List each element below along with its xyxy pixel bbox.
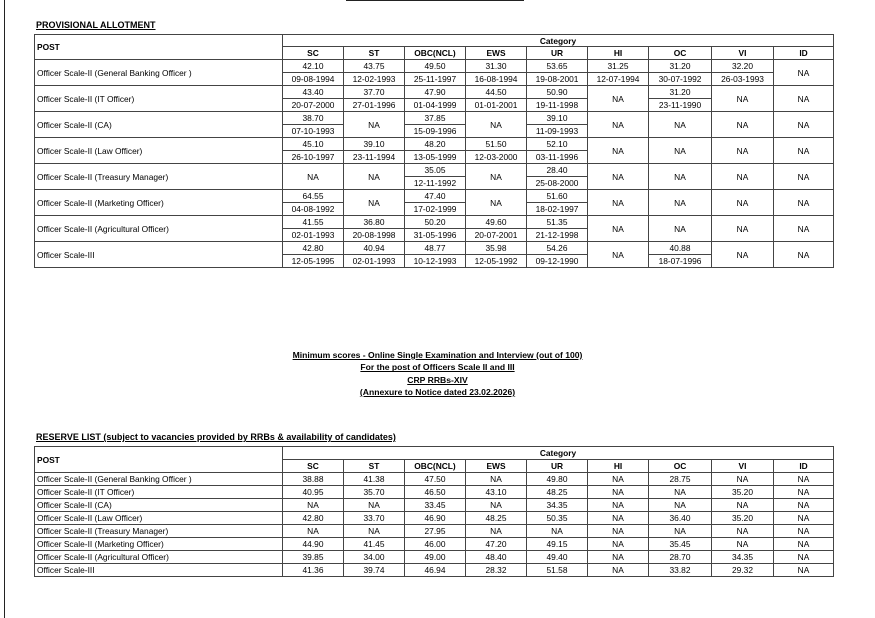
notice-line-4: (Annexure to Notice dated 23.02.2026) — [359, 387, 516, 398]
date-cell: 12-05-1995 — [283, 255, 344, 268]
date-cell: 26-10-1997 — [283, 151, 344, 164]
column-header-hi: HI — [588, 47, 649, 60]
page-left-border — [4, 0, 5, 618]
date-cell: 12-05-1992 — [466, 255, 527, 268]
column-header-st: ST — [344, 460, 405, 473]
score-cell: 40.94 — [344, 242, 405, 255]
score-cell: 32.20 — [712, 60, 774, 73]
score-cell: NA — [466, 164, 527, 190]
score-cell: 40.95 — [283, 486, 344, 499]
score-cell: 39.85 — [283, 551, 344, 564]
score-cell: NA — [774, 538, 834, 551]
date-cell: 11-09-1993 — [527, 125, 588, 138]
score-cell: NA — [712, 190, 774, 216]
score-cell: 46.00 — [405, 538, 466, 551]
score-cell: 54.26 — [527, 242, 588, 255]
score-cell: NA — [588, 564, 649, 577]
score-cell: NA — [649, 190, 712, 216]
table-row — [35, 564, 834, 577]
score-cell: 42.10 — [283, 60, 344, 73]
score-cell: NA — [344, 190, 405, 216]
post-name-cell: Officer Scale-II (IT Officer) — [35, 486, 283, 499]
date-cell: 12-11-1992 — [405, 177, 466, 190]
score-cell: 48.25 — [527, 486, 588, 499]
score-cell: NA — [649, 486, 712, 499]
score-cell: 28.75 — [649, 473, 712, 486]
date-cell: 25-08-2000 — [527, 177, 588, 190]
score-cell: NA — [774, 473, 834, 486]
score-cell: 33.45 — [405, 499, 466, 512]
score-cell: NA — [712, 216, 774, 242]
score-cell: 31.20 — [649, 86, 712, 99]
table-row — [35, 242, 834, 255]
score-cell: 34.35 — [712, 551, 774, 564]
top-header-rule — [346, 0, 524, 1]
score-cell: NA — [774, 242, 834, 268]
score-cell: NA — [588, 216, 649, 242]
score-cell: 41.38 — [344, 473, 405, 486]
post-name-cell: Officer Scale-II (Agricultural Officer) — [35, 551, 283, 564]
score-cell: 38.70 — [283, 112, 344, 125]
score-cell: NA — [712, 538, 774, 551]
score-cell: 64.55 — [283, 190, 344, 203]
score-cell: 35.05 — [405, 164, 466, 177]
score-cell: NA — [344, 164, 405, 190]
date-cell: 13-05-1999 — [405, 151, 466, 164]
score-cell: NA — [649, 525, 712, 538]
score-cell: 43.10 — [466, 486, 527, 499]
column-header-ur: UR — [527, 460, 588, 473]
date-cell: 19-08-2001 — [527, 73, 588, 86]
score-cell: 44.50 — [466, 86, 527, 99]
date-cell: 19-11-1998 — [527, 99, 588, 112]
table-row — [35, 216, 834, 229]
score-cell: 36.80 — [344, 216, 405, 229]
score-cell: 37.85 — [405, 112, 466, 125]
score-cell: 35.20 — [712, 486, 774, 499]
score-cell: NA — [527, 525, 588, 538]
score-cell: 28.40 — [527, 164, 588, 177]
column-header-sc: SC — [283, 460, 344, 473]
score-cell: NA — [588, 242, 649, 268]
table-row — [35, 164, 834, 177]
score-cell: NA — [283, 164, 344, 190]
date-cell: 18-02-1997 — [527, 203, 588, 216]
column-header-ur: UR — [527, 47, 588, 60]
score-cell: 29.32 — [712, 564, 774, 577]
score-cell: 43.75 — [344, 60, 405, 73]
score-cell: 37.70 — [344, 86, 405, 99]
score-cell: NA — [774, 164, 834, 190]
score-cell: NA — [588, 525, 649, 538]
score-cell: NA — [712, 138, 774, 164]
score-cell: 47.40 — [405, 190, 466, 203]
column-header-oc: OC — [649, 460, 712, 473]
score-cell: NA — [588, 138, 649, 164]
table-row — [35, 138, 834, 151]
score-cell: 42.80 — [283, 512, 344, 525]
notice-line-2: For the post of Officers Scale II and III — [360, 362, 515, 373]
score-cell: 47.90 — [405, 86, 466, 99]
score-cell: NA — [712, 525, 774, 538]
score-cell: 47.50 — [405, 473, 466, 486]
score-cell: 31.30 — [466, 60, 527, 73]
score-cell: NA — [774, 551, 834, 564]
score-cell: NA — [649, 112, 712, 138]
date-cell: 09-08-1994 — [283, 73, 344, 86]
score-cell: 34.00 — [344, 551, 405, 564]
score-cell: 49.40 — [527, 551, 588, 564]
score-cell: 28.32 — [466, 564, 527, 577]
table-row — [35, 60, 834, 73]
score-cell: 27.95 — [405, 525, 466, 538]
notice-line-3: CRP RRBs-XIV — [407, 374, 468, 385]
score-cell: NA — [774, 86, 834, 112]
score-cell: NA — [344, 525, 405, 538]
post-name-cell: Officer Scale-II (General Banking Officer ) — [35, 60, 283, 86]
notice-line-1: Minimum scores - Online Single Examination and Interview (out of 100) — [292, 350, 583, 360]
post-column-header: POST — [35, 35, 283, 60]
table-row — [35, 190, 834, 203]
date-cell: 17-02-1999 — [405, 203, 466, 216]
provisional-allotment-table — [34, 34, 834, 268]
table-row — [35, 486, 834, 499]
score-cell: NA — [774, 138, 834, 164]
post-name-cell: Officer Scale-II (Treasury Manager) — [35, 164, 283, 190]
score-cell: 51.35 — [527, 216, 588, 229]
score-cell: 50.20 — [405, 216, 466, 229]
date-cell: 02-01-1993 — [344, 255, 405, 268]
score-cell: 49.60 — [466, 216, 527, 229]
date-cell: 18-07-1996 — [649, 255, 712, 268]
score-cell: NA — [588, 473, 649, 486]
score-cell: NA — [774, 486, 834, 499]
score-cell: 53.65 — [527, 60, 588, 73]
score-cell: NA — [774, 499, 834, 512]
table-row — [35, 525, 834, 538]
score-cell: NA — [466, 190, 527, 216]
score-cell: 35.20 — [712, 512, 774, 525]
score-cell: NA — [588, 86, 649, 112]
score-cell: 41.55 — [283, 216, 344, 229]
date-cell: 27-01-1996 — [344, 99, 405, 112]
column-header-ews: EWS — [466, 460, 527, 473]
score-cell: NA — [712, 86, 774, 112]
score-cell: 46.90 — [405, 512, 466, 525]
date-cell: 12-03-2000 — [466, 151, 527, 164]
score-cell: 35.70 — [344, 486, 405, 499]
score-cell: 34.35 — [527, 499, 588, 512]
score-cell: NA — [344, 112, 405, 138]
score-cell: NA — [466, 525, 527, 538]
score-cell: 38.88 — [283, 473, 344, 486]
score-cell: NA — [649, 499, 712, 512]
date-cell: 30-07-1992 — [649, 73, 712, 86]
post-name-cell: Officer Scale-II (Marketing Officer) — [35, 538, 283, 551]
notice-title-block — [0, 349, 875, 399]
date-cell: 10-12-1993 — [405, 255, 466, 268]
score-cell: 44.90 — [283, 538, 344, 551]
score-cell: 40.88 — [649, 242, 712, 255]
post-name-cell: Officer Scale-III — [35, 564, 283, 577]
score-cell: 51.58 — [527, 564, 588, 577]
score-cell: 48.25 — [466, 512, 527, 525]
score-cell: NA — [588, 512, 649, 525]
column-header-oc: OC — [649, 47, 712, 60]
score-cell: 43.40 — [283, 86, 344, 99]
date-cell: 01-04-1999 — [405, 99, 466, 112]
score-cell: NA — [649, 138, 712, 164]
score-cell: NA — [712, 473, 774, 486]
date-cell: 25-11-1997 — [405, 73, 466, 86]
reserve-list-table — [34, 446, 834, 577]
score-cell: 48.40 — [466, 551, 527, 564]
score-cell: NA — [774, 525, 834, 538]
table-row — [35, 499, 834, 512]
post-name-cell: Officer Scale-II (Law Officer) — [35, 512, 283, 525]
score-cell: NA — [712, 242, 774, 268]
score-cell: NA — [588, 112, 649, 138]
score-cell: 49.15 — [527, 538, 588, 551]
date-cell: 16-08-1994 — [466, 73, 527, 86]
post-name-cell: Officer Scale-II (CA) — [35, 499, 283, 512]
score-cell: 50.35 — [527, 512, 588, 525]
post-name-cell: Officer Scale-II (Treasury Manager) — [35, 525, 283, 538]
date-cell: 02-01-1993 — [283, 229, 344, 242]
date-cell: 23-11-1990 — [649, 99, 712, 112]
score-cell: NA — [466, 112, 527, 138]
table-row — [35, 538, 834, 551]
column-header-vi: VI — [712, 460, 774, 473]
score-cell: 49.00 — [405, 551, 466, 564]
score-cell: NA — [283, 499, 344, 512]
date-cell: 09-12-1990 — [527, 255, 588, 268]
date-cell: 20-08-1998 — [344, 229, 405, 242]
column-header-ews: EWS — [466, 47, 527, 60]
score-cell: NA — [588, 486, 649, 499]
score-cell: 51.50 — [466, 138, 527, 151]
score-cell: NA — [649, 216, 712, 242]
table-row — [35, 112, 834, 125]
column-header-id: ID — [774, 47, 834, 60]
score-cell: NA — [588, 499, 649, 512]
reserve-list-heading: RESERVE LIST (subject to vacancies provided by RRBs & availability of candidates) — [36, 432, 396, 442]
score-cell: NA — [774, 216, 834, 242]
date-cell: 20-07-2000 — [283, 99, 344, 112]
score-cell: NA — [774, 190, 834, 216]
post-name-cell: Officer Scale-III — [35, 242, 283, 268]
score-cell: NA — [774, 60, 834, 86]
score-cell: NA — [466, 499, 527, 512]
score-cell: NA — [283, 525, 344, 538]
post-name-cell: Officer Scale-II (Law Officer) — [35, 138, 283, 164]
score-cell: NA — [712, 112, 774, 138]
column-header-id: ID — [774, 460, 834, 473]
score-cell: NA — [588, 551, 649, 564]
score-cell: NA — [774, 564, 834, 577]
date-cell: 21-12-1998 — [527, 229, 588, 242]
date-cell: 20-07-2001 — [466, 229, 527, 242]
score-cell: NA — [774, 112, 834, 138]
column-header-obcncl: OBC(NCL) — [405, 47, 466, 60]
post-column-header: POST — [35, 447, 283, 473]
score-cell: 42.80 — [283, 242, 344, 255]
table-row — [35, 86, 834, 99]
score-cell: NA — [712, 499, 774, 512]
score-cell: 46.94 — [405, 564, 466, 577]
score-cell: 31.25 — [588, 60, 649, 73]
date-cell: 03-11-1996 — [527, 151, 588, 164]
provisional-allotment-heading: PROVISIONAL ALLOTMENT — [36, 20, 156, 30]
post-name-cell: Officer Scale-II (General Banking Officer ) — [35, 473, 283, 486]
score-cell: 35.45 — [649, 538, 712, 551]
score-cell: 50.90 — [527, 86, 588, 99]
date-cell: 04-08-1992 — [283, 203, 344, 216]
score-cell: 46.50 — [405, 486, 466, 499]
score-cell: 33.82 — [649, 564, 712, 577]
score-cell: NA — [466, 473, 527, 486]
score-cell: 31.20 — [649, 60, 712, 73]
category-header: Category — [283, 447, 834, 460]
column-header-obcncl: OBC(NCL) — [405, 460, 466, 473]
score-cell: 47.20 — [466, 538, 527, 551]
score-cell: NA — [712, 164, 774, 190]
date-cell: 01-01-2001 — [466, 99, 527, 112]
date-cell: 31-05-1996 — [405, 229, 466, 242]
score-cell: 33.70 — [344, 512, 405, 525]
score-cell: NA — [344, 499, 405, 512]
post-name-cell: Officer Scale-II (CA) — [35, 112, 283, 138]
date-cell: 26-03-1993 — [712, 73, 774, 86]
score-cell: 52.10 — [527, 138, 588, 151]
table-row — [35, 512, 834, 525]
score-cell: 51.60 — [527, 190, 588, 203]
column-header-sc: SC — [283, 47, 344, 60]
score-cell: 28.70 — [649, 551, 712, 564]
date-cell: 15-09-1996 — [405, 125, 466, 138]
score-cell: 49.50 — [405, 60, 466, 73]
table-row — [35, 551, 834, 564]
score-cell: NA — [588, 190, 649, 216]
score-cell: 39.10 — [344, 138, 405, 151]
post-name-cell: Officer Scale-II (Marketing Officer) — [35, 190, 283, 216]
post-name-cell: Officer Scale-II (IT Officer) — [35, 86, 283, 112]
score-cell: 36.40 — [649, 512, 712, 525]
post-name-cell: Officer Scale-II (Agricultural Officer) — [35, 216, 283, 242]
score-cell: NA — [774, 512, 834, 525]
score-cell: 39.74 — [344, 564, 405, 577]
column-header-st: ST — [344, 47, 405, 60]
date-cell: 23-11-1994 — [344, 151, 405, 164]
score-cell: 35.98 — [466, 242, 527, 255]
score-cell: 41.36 — [283, 564, 344, 577]
table-row — [35, 473, 834, 486]
date-cell: 12-02-1993 — [344, 73, 405, 86]
score-cell: 48.20 — [405, 138, 466, 151]
score-cell: 39.10 — [527, 112, 588, 125]
score-cell: 48.77 — [405, 242, 466, 255]
date-cell: 07-10-1993 — [283, 125, 344, 138]
column-header-hi: HI — [588, 460, 649, 473]
column-header-vi: VI — [712, 47, 774, 60]
score-cell: 49.80 — [527, 473, 588, 486]
score-cell: NA — [588, 164, 649, 190]
score-cell: NA — [588, 538, 649, 551]
score-cell: NA — [649, 164, 712, 190]
score-cell: 41.45 — [344, 538, 405, 551]
date-cell: 12-07-1994 — [588, 73, 649, 86]
category-header: Category — [283, 35, 834, 47]
score-cell: 45.10 — [283, 138, 344, 151]
